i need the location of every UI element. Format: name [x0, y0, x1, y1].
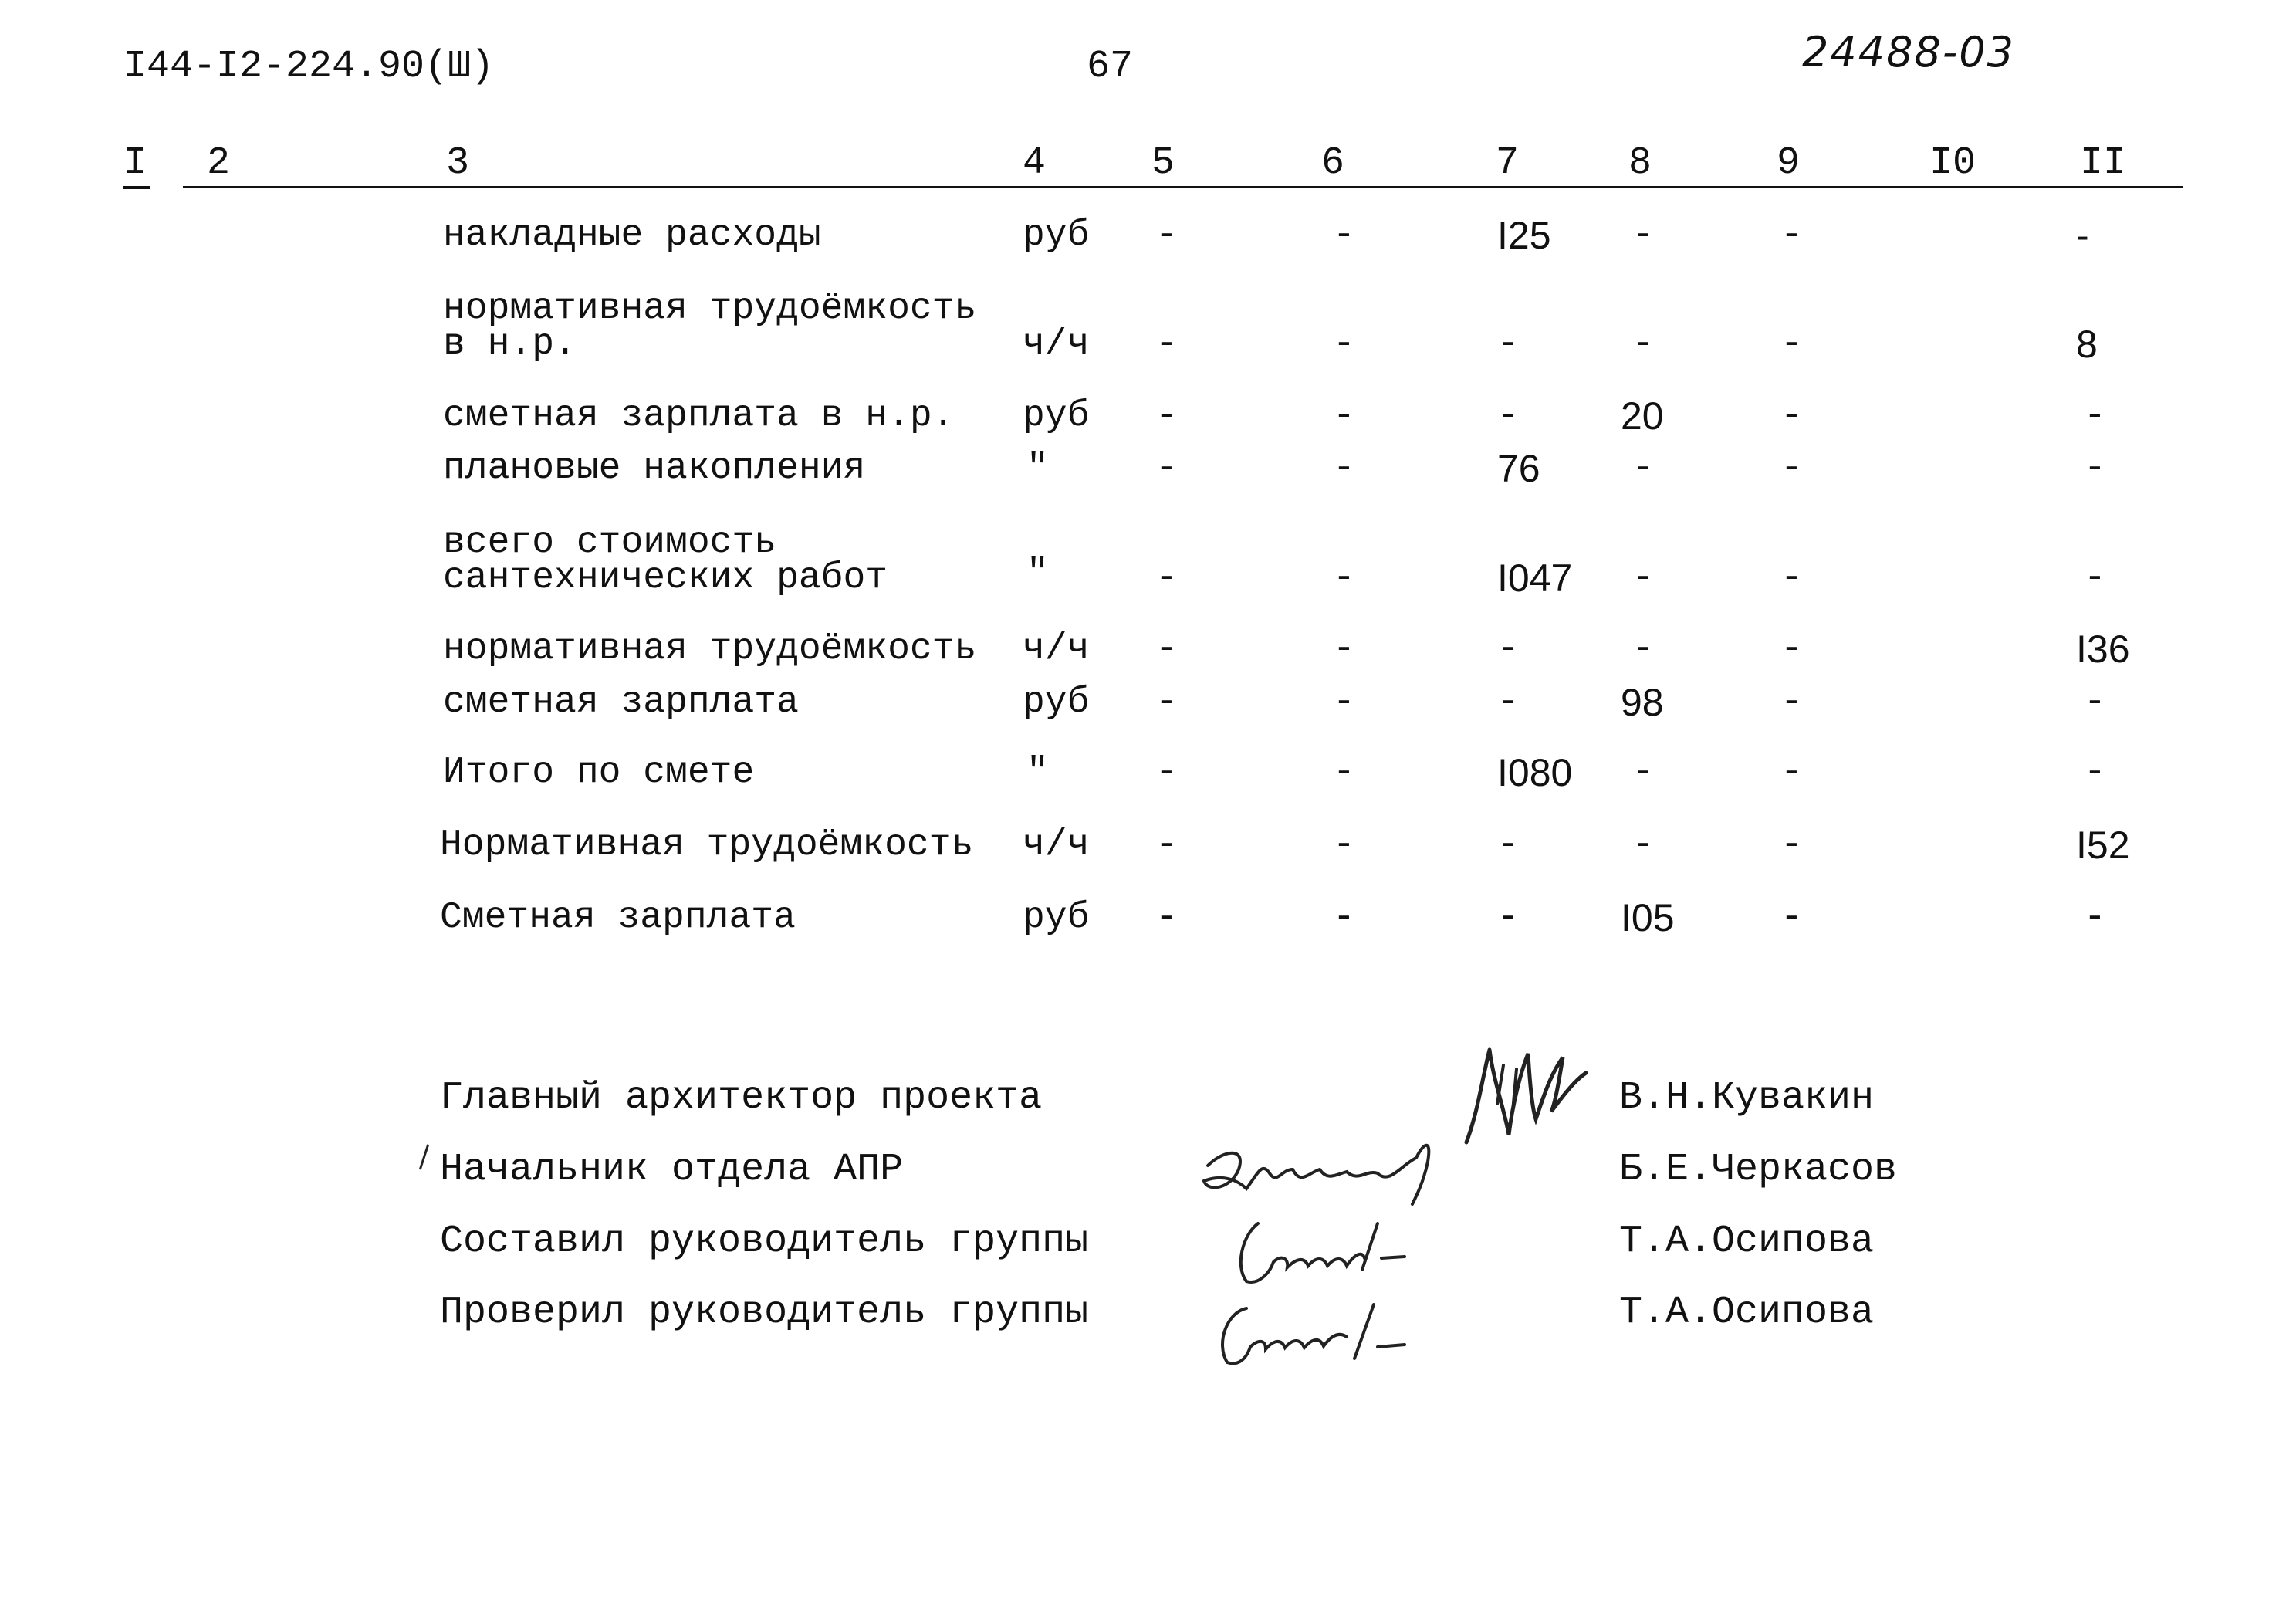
signature-title: Начальник отдела АПР [440, 1148, 904, 1192]
signatory-name: В.Н.Кувакин [1619, 1076, 1875, 1120]
col5-cell: - [1155, 448, 1178, 489]
col8-cell: - [1632, 215, 1655, 256]
col8-cell: - [1632, 323, 1655, 365]
col5-cell: - [1155, 682, 1178, 723]
col8-cell: 20 [1621, 394, 1664, 438]
signature-title: Главный архитектор проекта [440, 1076, 1043, 1120]
col7-cell: I25 [1497, 214, 1551, 257]
col9-cell: - [1780, 323, 1803, 365]
col8-cell: - [1632, 628, 1655, 670]
col5-cell: - [1155, 897, 1178, 939]
unit-cell: " [1026, 752, 1049, 793]
signatory-name: Т.А.Осипова [1619, 1291, 1875, 1335]
row-description: Итого по смете [443, 752, 755, 793]
col8-cell: - [1632, 448, 1655, 489]
col5-cell: - [1155, 628, 1178, 670]
column-number: 8 [1628, 141, 1652, 185]
col6-cell: - [1333, 215, 1355, 256]
col11-cell: 8 [2076, 323, 2098, 366]
unit-cell: ч/ч [1023, 323, 1090, 365]
col7-cell: - [1497, 824, 1520, 866]
handwritten-signature-2 [1192, 1127, 1486, 1212]
col6-cell: - [1333, 557, 1355, 599]
handwritten-signature-4 [1200, 1289, 1447, 1374]
col7-cell: I047 [1497, 557, 1573, 600]
unit-cell: ч/ч [1023, 628, 1090, 670]
col7-cell: - [1497, 682, 1520, 723]
col8-cell: - [1632, 752, 1655, 793]
col9-cell: - [1780, 752, 1803, 793]
header-rule-short [123, 186, 150, 189]
column-number: II [2080, 141, 2127, 185]
col11-cell: - [2084, 448, 2106, 489]
col5-cell: - [1155, 395, 1178, 437]
unit-cell: " [1026, 553, 1049, 594]
unit-cell: ч/ч [1023, 824, 1090, 866]
column-number: 7 [1496, 141, 1520, 185]
col7-cell: - [1497, 897, 1520, 939]
col11-cell: - [2084, 557, 2106, 599]
page-number: 67 [1087, 45, 1134, 89]
column-number: 9 [1777, 141, 1801, 185]
col11-cell: - [2084, 752, 2106, 793]
row-description: нормативная трудоёмкость [443, 288, 977, 330]
col5-cell: - [1155, 752, 1178, 793]
signatory-name: Т.А.Осипова [1619, 1220, 1875, 1264]
col11-cell: - [2076, 214, 2089, 257]
col5-cell: - [1155, 557, 1178, 599]
col5-cell: - [1155, 215, 1178, 256]
col9-cell: - [1780, 682, 1803, 723]
col9-cell: - [1780, 448, 1803, 489]
column-number: 2 [207, 141, 231, 185]
col9-cell: - [1780, 628, 1803, 670]
unit-cell: руб [1023, 395, 1090, 437]
unit-cell: руб [1023, 682, 1090, 723]
row-description-line2: в н.р. [443, 323, 577, 365]
col9-cell: - [1780, 395, 1803, 437]
col7-cell: I080 [1497, 751, 1573, 794]
row-description-line2: сантехнических работ [443, 557, 888, 599]
column-number: 3 [446, 141, 470, 185]
document-code: I44-I2-224.90(Ш) [123, 45, 495, 89]
column-number: 5 [1151, 141, 1175, 185]
col11-cell: - [2084, 682, 2106, 723]
column-number: I0 [1929, 141, 1976, 185]
signature-title: Проверил руководитель группы [440, 1291, 1089, 1335]
col6-cell: - [1333, 395, 1355, 437]
col9-cell: - [1780, 215, 1803, 256]
col6-cell: - [1333, 628, 1355, 670]
row-description: нормативная трудоёмкость [443, 628, 977, 670]
row-description: всего стоимость [443, 522, 777, 563]
unit-cell: руб [1023, 897, 1090, 939]
col11-cell: - [2084, 897, 2106, 939]
row-description: Сметная зарплата [440, 897, 796, 939]
col11-cell: I52 [2076, 824, 2130, 867]
header-rule [183, 186, 2183, 188]
handwritten-signature-3 [1227, 1212, 1451, 1289]
col5-cell: - [1155, 824, 1178, 866]
col6-cell: - [1333, 824, 1355, 866]
col5-cell: - [1155, 323, 1178, 365]
col7-cell: - [1497, 395, 1520, 437]
col8-cell: 98 [1621, 681, 1664, 724]
column-number: 4 [1023, 141, 1047, 185]
inventory-number: 24488-03 [1802, 28, 2015, 76]
col7-cell: - [1497, 323, 1520, 365]
col8-cell: - [1632, 824, 1655, 866]
col9-cell: - [1780, 557, 1803, 599]
col6-cell: - [1333, 323, 1355, 365]
col11-cell: I36 [2076, 628, 2130, 671]
col11-cell: - [2084, 395, 2106, 437]
col8-cell: - [1632, 557, 1655, 599]
signatory-name: Б.Е.Черкасов [1619, 1148, 1898, 1192]
col9-cell: - [1780, 824, 1803, 866]
col6-cell: - [1333, 897, 1355, 939]
signature-title: Составил руководитель группы [440, 1220, 1089, 1264]
col6-cell: - [1333, 448, 1355, 489]
col7-cell: - [1497, 628, 1520, 670]
row-description: Нормативная трудоёмкость [440, 824, 974, 866]
unit-cell: " [1026, 448, 1049, 489]
col9-cell: - [1780, 897, 1803, 939]
column-number: 6 [1321, 141, 1345, 185]
col8-cell: I05 [1621, 896, 1675, 939]
unit-cell: руб [1023, 215, 1090, 256]
margin-tick-mark [419, 1144, 429, 1169]
col7-cell: 76 [1497, 447, 1540, 490]
row-description: сметная зарплата [443, 682, 799, 723]
row-description: плановые накопления [443, 448, 866, 489]
col6-cell: - [1333, 752, 1355, 793]
row-description: накладные расходы [443, 215, 821, 256]
col6-cell: - [1333, 682, 1355, 723]
row-description: сметная зарплата в н.р. [443, 395, 955, 437]
column-number: I [123, 141, 147, 185]
